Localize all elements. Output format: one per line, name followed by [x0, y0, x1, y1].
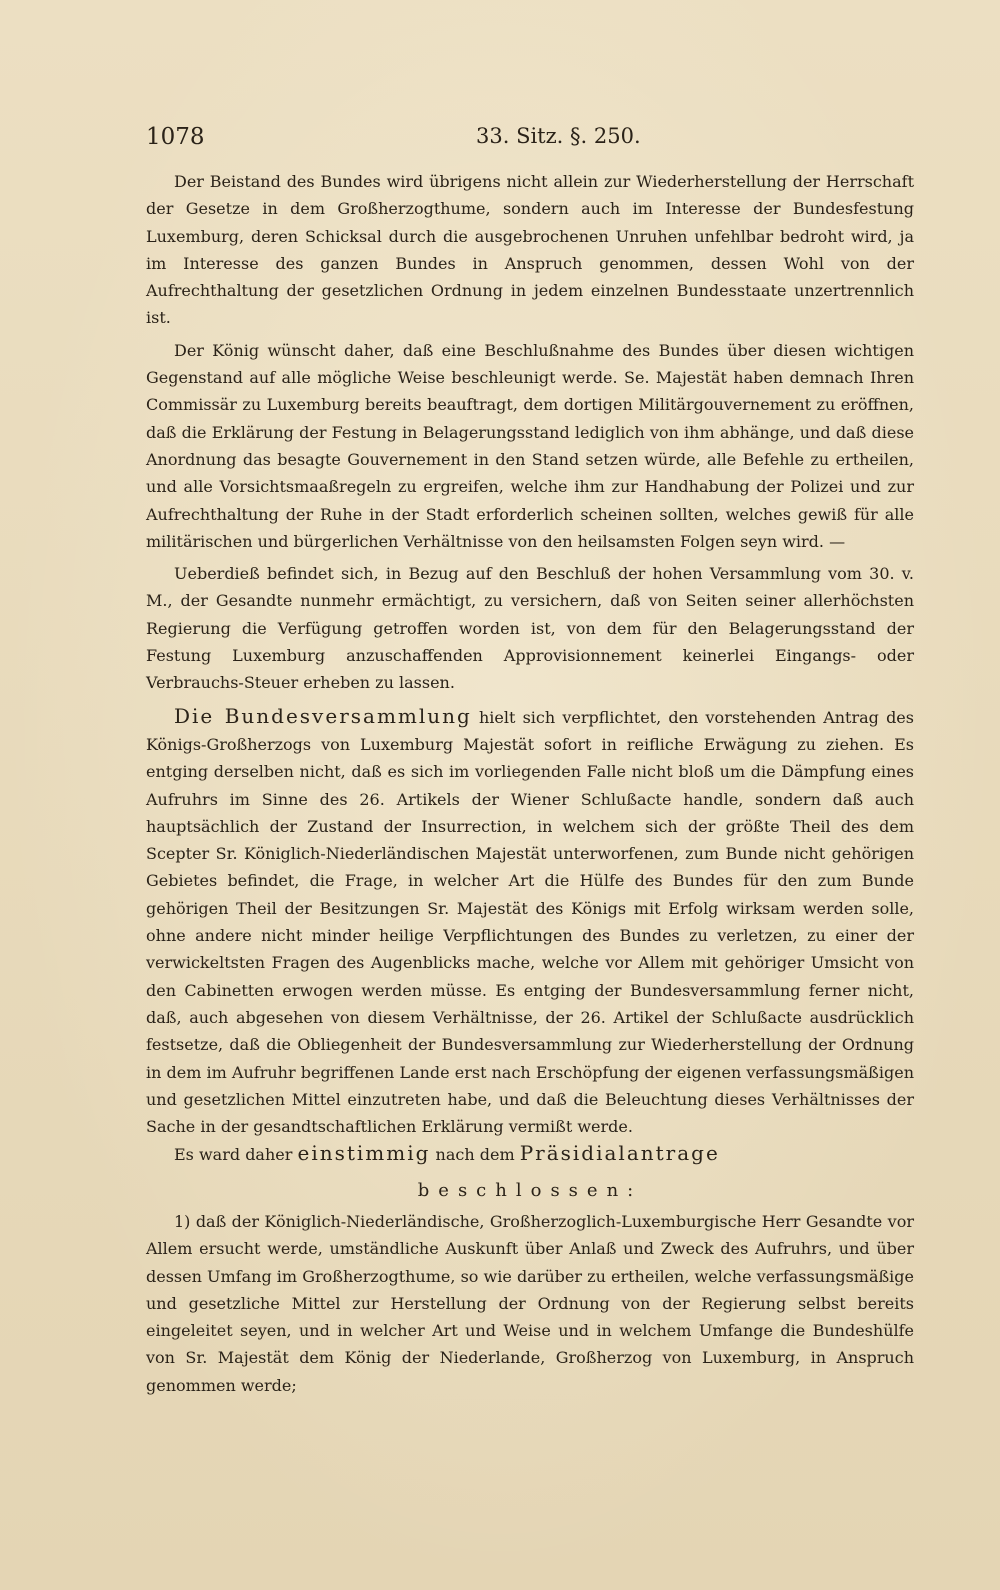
- decision-prefix: Es ward daher: [174, 1145, 293, 1165]
- body-text: [146, 168, 914, 1399]
- decision-line: [146, 1140, 914, 1168]
- paragraph-support: Der Beistand des Bundes wird übrigens nicht allein zur Wiederherstellung der Herrschaft der Gesetze in dem Großherzogthume, sondern auch im Interesse der Bundesfestung Luxemburg, deren Schicksal durch die ausgebrochenen Unruhen unfehlbar bedroht wird, ja im Interesse des ganzen Bundes in Anspruch genommen, dessen Wohl von der Aufrechthaltung der gesetzlichen Ordnung in jedem einzelnen Bundesstaate unzertrennlich ist.: [146, 172, 914, 328]
- decision-proposal: Präsidialantrage: [519, 1141, 720, 1166]
- paragraph-assembly: [146, 703, 914, 1141]
- assembly-heading: Die Bundesversammlung: [174, 703, 472, 728]
- page-number: 1078: [146, 124, 205, 150]
- paragraph-envoy: Ueberdieß befindet sich, in Bezug auf den Beschluß der hohen Versammlung vom 30. v. M., der Gesandte nunmehr ermächtigt, zu versichern, daß von Seiten seiner allerhöchsten Regierung die Verfügung getroffen worden ist, von dem für den Belagerungsstand der Festung Luxemburg anzuschaffenden Approvisionnement keinerlei Eingangs- oder Verbrauchs-Steuer erheben zu lassen.: [146, 564, 914, 693]
- page-header: [146, 124, 874, 154]
- resolved-heading: beschlossen:: [417, 1179, 643, 1201]
- running-head: 33. Sitz. §. 250.: [476, 124, 641, 148]
- assembly-text: hielt sich verpflichtet, den vorstehenden Antrag des Königs-Großherzogs von Luxemburg Majestät sofort in reifliche Erwägung zu ziehen. Es entging derselben nicht, daß es sich im vorliegenden Falle nicht bloß um die Dämpfung eines Aufruhrs im Sinne des 26. Artikels der Wiener Schlußacte handle, sondern daß auch hauptsächlich der Zustand der Insurrection, in welchem sich der größte Theil des dem Scepter Sr. Königlich-Niederländischen Majestät unterworfenen, zum Bunde nicht gehörigen Gebietes befindet, die Frage, in welcher Art die Hülfe des Bundes für den zum Bunde gehörigen Theil der Besitzungen Sr. Majestät des Königs mit Erfolg wirksam werden solle, ohne andere nicht minder heilige Verpflichtungen des Bundes zu verletzen, zu einer der verwickeltsten Fragen des Augenblicks mache, welche vor Allem mit gehöriger Umsicht von den Cabinetten erwogen werden müsse. Es entging der Bundesversammlung ferner nicht, daß, auch abgesehen von diesem Verhältnisse, der 26. Artikel der Schlußacte ausdrücklich festsetze, daß die Obliegenheit der Bundesversammlung zur Wiederherstellung der Ordnung in dem im Aufruhr begriffenen Lande erst nach Erschöpfung der eigenen verfassungsmäßigen und gesetzlichen Mittel einzutreten habe, und daß die Beleuchtung dieses Verhältnisses der Sache in der gesandtschaftlichen Erklärung vermißt werde.: [146, 707, 914, 1137]
- paragraph-king: Der König wünscht daher, daß eine Beschlußnahme des Bundes über diesen wichtigen Gegenstand auf alle mögliche Weise beschleunigt werde. Se. Majestät haben demnach Ihren Commissär zu Luxemburg bereits beauftragt, dem dortigen Militärgouvernement zu eröffnen, daß die Erklärung der Festung in Belagerungsstand lediglich von ihm abhänge, und daß diese Anordnung das besagte Gouvernement in den Stand setzen würde, alle Befehle zu ertheilen, und alle Vorsichtsmaaßregeln zu ergreifen, welche ihm zur Handhabung der Polizei und zur Aufrechthaltung der Ruhe in der Stadt erforderlich scheinen sollten, welches gewiß für alle militärischen und bürgerlichen Verhältnisse von den heilsamsten Folgen seyn wird. —: [146, 340, 914, 551]
- decision-middle: nach dem: [435, 1145, 515, 1165]
- decision-unanimous: einstimmig: [297, 1141, 431, 1166]
- resolution-item: 1) daß der Königlich-Niederländische, Großherzoglich-Luxemburgische Herr Gesandte vor Allem ersucht werde, umständliche Auskunft über Anlaß und Zweck des Aufruhrs, und über dessen Umfang im Großherzogthume, so wie darüber zu ertheilen, welche verfassungsmäßige und gesetzliche Mittel zur Herstellung der Ordnung von der Regierung selbst bereits eingeleitet seyen, und in welcher Art und Weise und in welchem Umfange die Bundeshülfe von Sr. Majestät dem König der Niederlande, Großherzog von Luxemburg, in Anspruch genommen werde;: [146, 1211, 914, 1395]
